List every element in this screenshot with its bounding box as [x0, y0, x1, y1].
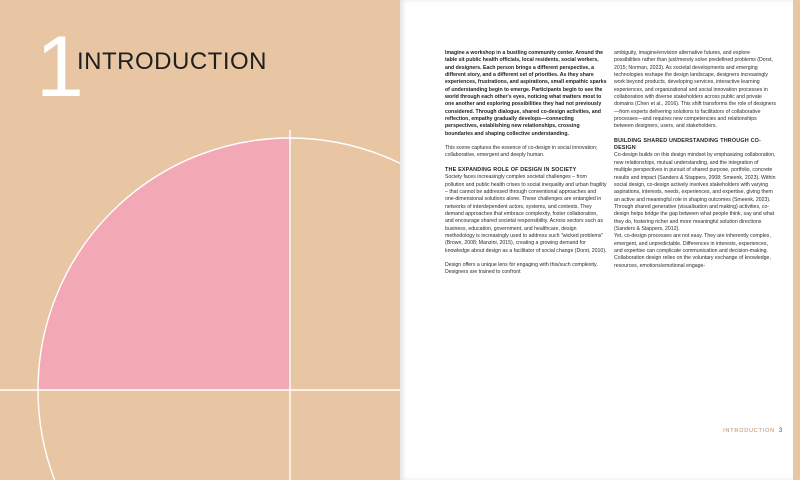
body-paragraph: Yet, co-design processes are not easy. They are inherently complex, emergent, and unpredictable. Differences in interests, experiences, and expertise can complicate communication and decision-making. Collaboration design relies on the voluntary exchange of knowledge, resources, emotions/emotional engage-	[614, 233, 771, 269]
body-paragraph: Society faces increasingly complex societal challenges – from pollution and public health crises to social inequality and urban fragility – that cannot be addressed through conventional approaches and one-dimensional solutions alone. These challenges are entangled in networks of interdependent actors, systems, and contexts. They demand approaches that embrace complexity, foster collaboration, and encourage shared societal responsibility. Across sectors such as business, education, government, and healthcare, design methodology is increasingly used to address such "wicked problems" (Brown, 2008; Manzini, 2015), creating a growing demand for knowledge about design as a facilitator of social change (Dorst, 2010).	[445, 174, 607, 254]
running-footer-section: INTRODUCTION	[723, 428, 775, 434]
text-column-1	[445, 50, 607, 277]
chapter-title: INTRODUCTION	[77, 48, 267, 75]
body-paragraph: Co-design builds on this design mindset by emphasizing collaboration, new relationships, mutual understanding, and the integration of multiple perspectives in pursuit of shared purpose, portfolio, concrete results and impact (Sanders & Stappers, 2008; Smeenk, 2023). Within social design, co-design actively involves stakeholders with varying aspirations, interests, needs, experiences, and expertise, giving them an active and meaningful role in shaping outcomes (Smeenk, 2023). Through shared generative (visualisation and making) activities, co-design helps bridge the gap between what people think, say and what they do, fostering richer and more meaningful solution directions (Sanders & Stappers, 2012).	[614, 152, 776, 232]
pink-quarter-circle	[38, 138, 290, 390]
page-number: 3	[778, 428, 783, 434]
body-paragraph: ambiguity, imagine/envision alternative futures, and explore possibilities rather than just/merely solve predefined problems (Dorst, 2015; Norman, 2023). As societal developments and emerging technologies reshape the design landscape, designers increasingly work beyond products, developing services, interactive learning experiences, and organizational and social innovation processes in collaboration with diverse stakeholders across public and private domains (Chen et al., 2016). This shift transforms the role of designers—from experts delivering solutions to facilitators of collaborative processes—and requires new competencies and relationships between designers, users, and stakeholders.	[614, 50, 776, 130]
section-heading: THE EXPANDING ROLE OF DESIGN IN SOCIETY	[445, 166, 577, 173]
body-paragraph: This scene captures the essence of co-design in social innovation; collaborative, emergent and deeply human.	[445, 145, 598, 159]
right-page	[400, 0, 793, 480]
lead-paragraph: Imagine a workshop in a bustling community center. Around the table sit public health officials, local residents, social workers, and designers. Each person brings a different perspective, a different story, and a different set of priorities. As they share experiences, frustrations, and aspirations, small empathic sparks of understanding begin to emerge. Participants begin to see the world through each other's eyes, noticing what matters most to one another and exploring possibilities they had not previously considered. Through dialogue, shared co-design activities, and reflection, empathy gradually develops—connecting perspectives, establishing new relationships, crossing boundaries and shaping collective understanding.	[445, 50, 607, 137]
section-heading: BUILDING SHARED UNDERSTANDING THROUGH CO-DESIGN	[614, 137, 762, 152]
chapter-number: 1	[36, 19, 82, 115]
body-paragraph: Design offers a unique lens for engaging with this/such complexity. Designers are trained to confront	[445, 261, 598, 276]
text-column-2	[614, 50, 776, 270]
page-footer	[723, 428, 783, 434]
page-edge	[793, 0, 800, 480]
